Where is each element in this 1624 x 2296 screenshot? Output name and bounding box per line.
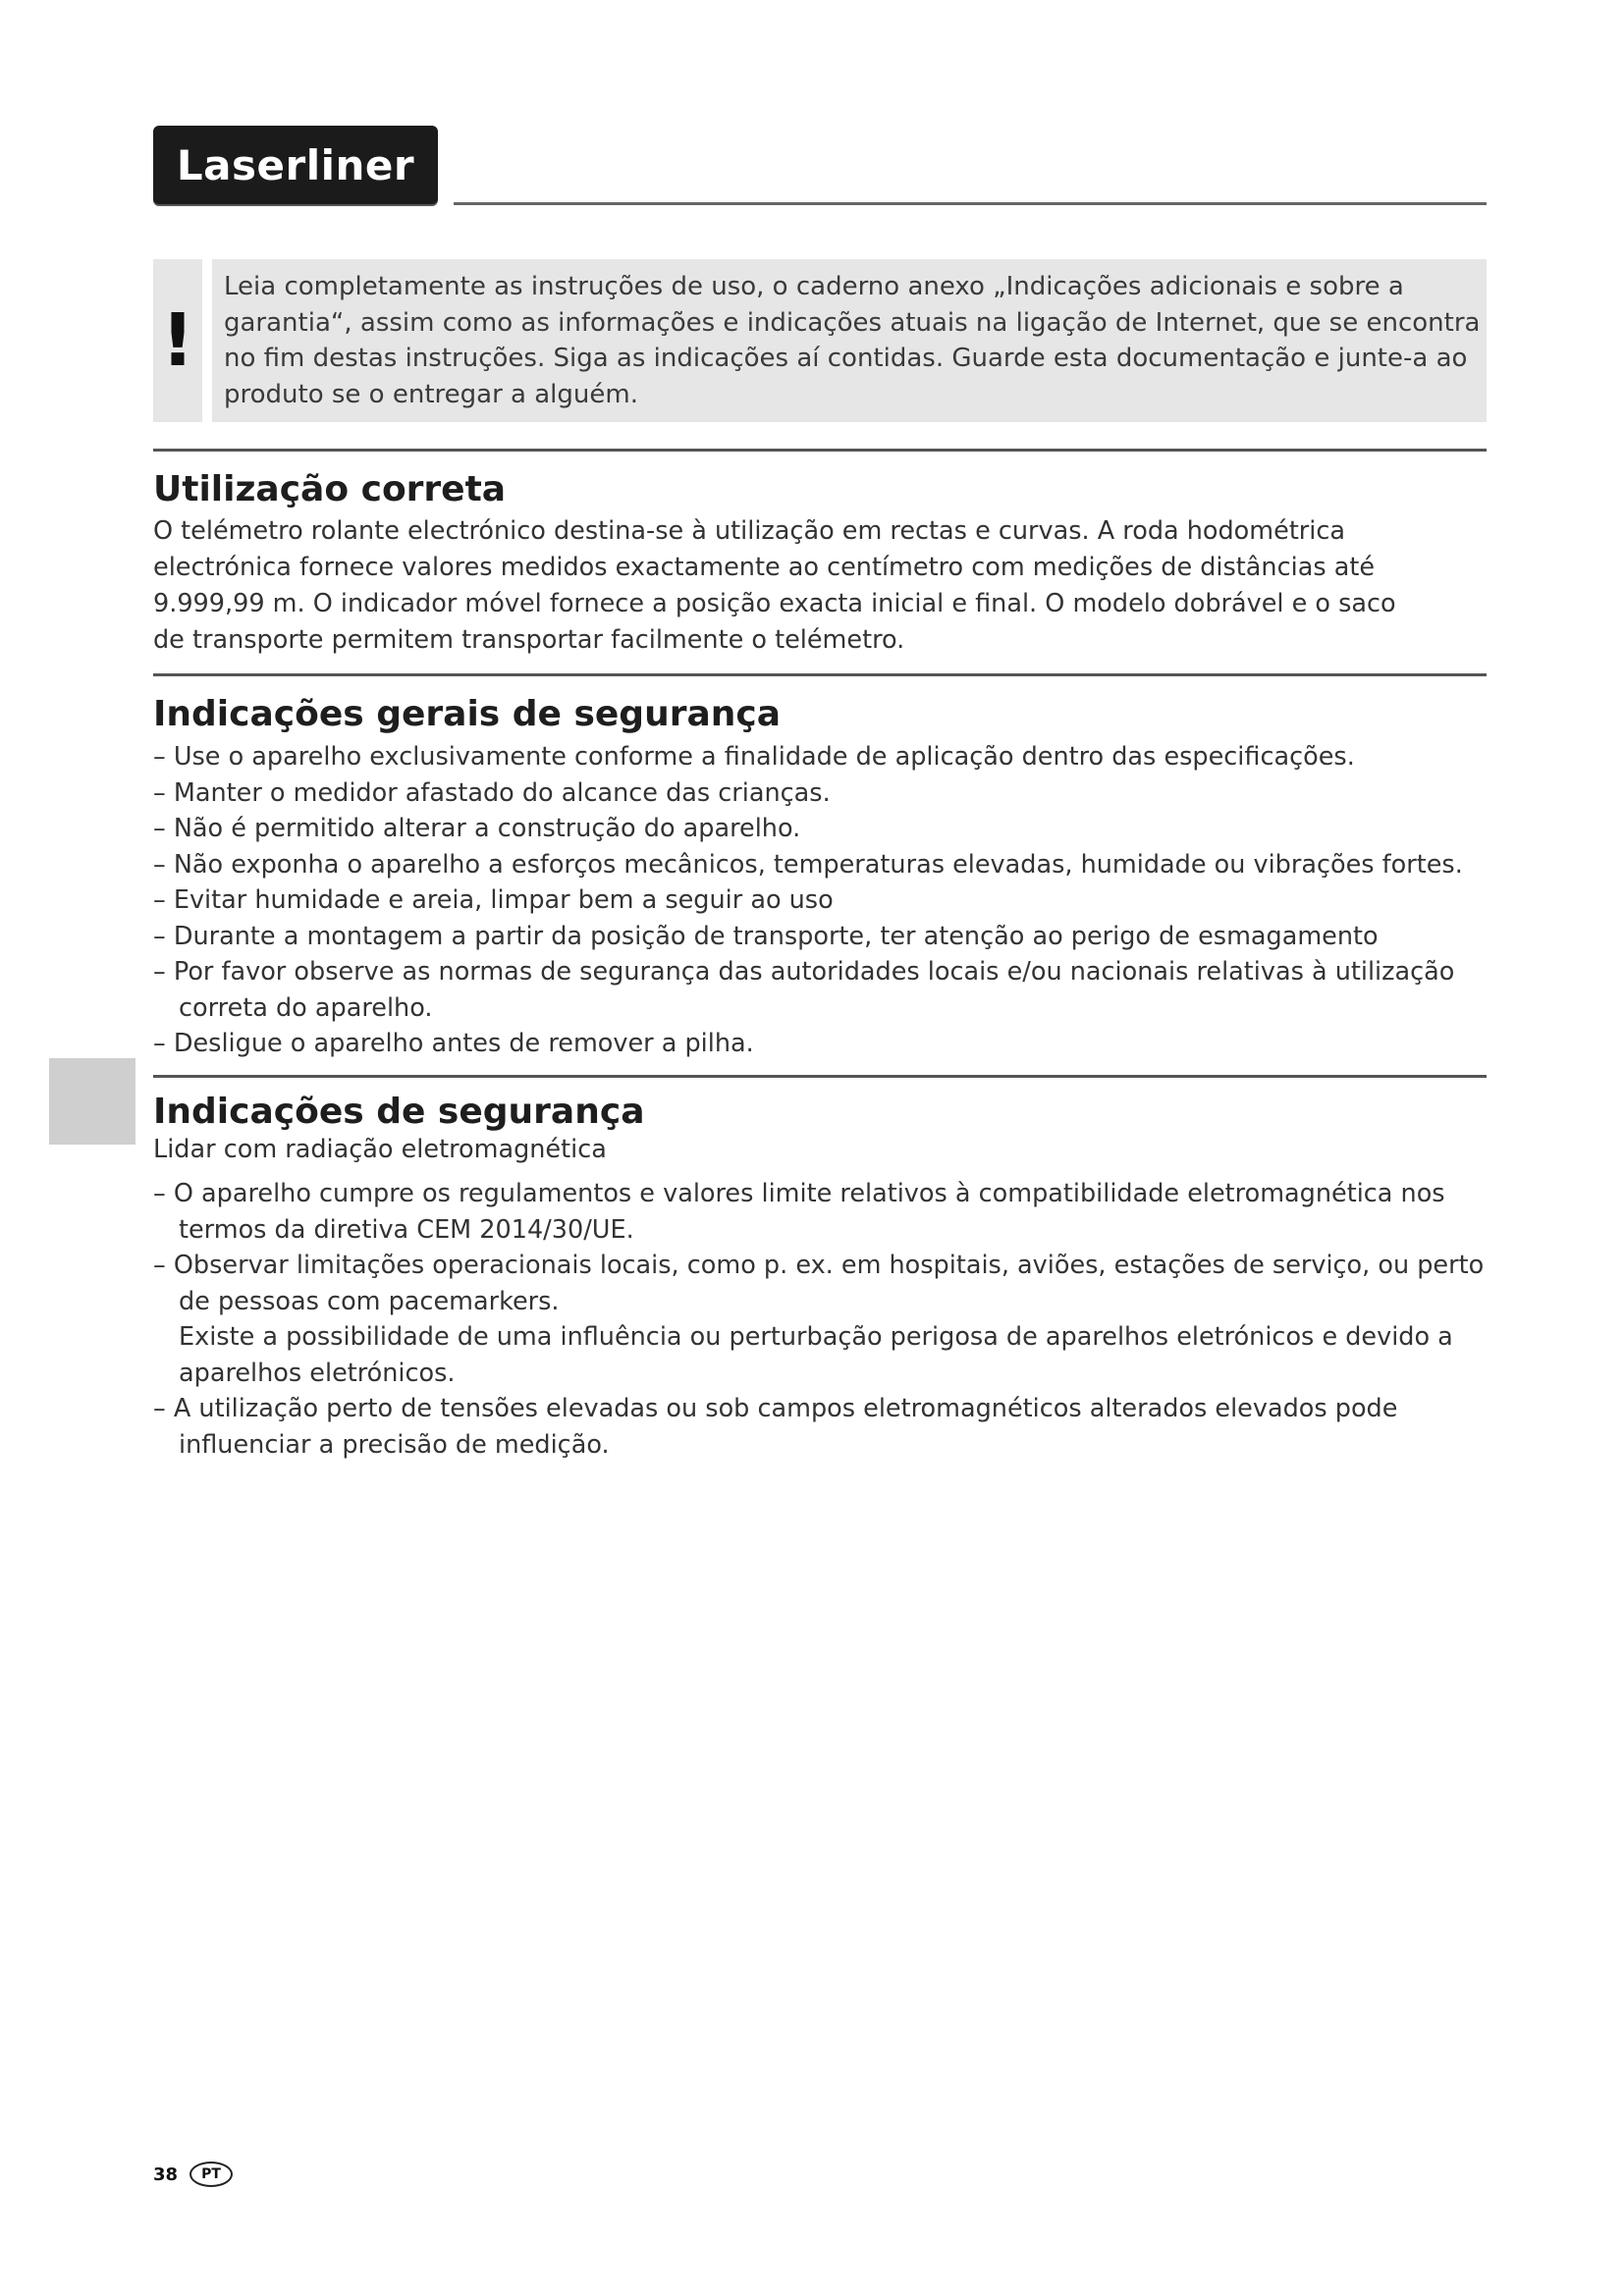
list-item: – Desligue o aparelho antes de remover a pilha. [153,1029,754,1058]
section-divider [153,673,1487,676]
body-line: de transporte permitem transportar facilmente o telémetro. [153,625,905,655]
list-item: – Não é permitido alterar a construção do aparelho. [153,814,801,843]
list-item: – Por favor observe as normas de segurança das autoridades locais e/ou nacionais relativas à utilização [153,957,1455,987]
page-footer [153,2162,233,2187]
language-badge: PT [189,2162,233,2187]
list-item: – Use o aparelho exclusivamente conforme a finalidade de aplicação dentro das especificações. [153,742,1355,772]
section-body-utilizacao [153,513,1469,659]
chapter-tab [49,1058,135,1145]
safety-list-general [153,739,1487,1062]
section-title-gerais: Indicações gerais de segurança [153,694,782,734]
notice-line: produto se o entregar a alguém. [224,379,638,409]
list-item: – Manter o medidor afastado do alcance das crianças. [153,777,831,808]
safety-list-electromagnetic [153,1176,1487,1463]
header-rule [454,202,1487,205]
list-item-continuation: influenciar a precisão de medição. [179,1429,610,1460]
list-item-continuation: Existe a possibilidade de uma influência ou perturbação perigosa de aparelhos eletrónicos e devido a [179,1322,1453,1352]
list-item: – Durante a montagem a partir da posição de transporte, ter atenção ao perigo de esmagamento [153,921,1379,951]
laserliner-logo: Laserliner [153,126,438,204]
notice-line: Leia completamente as instruções de uso, o caderno anexo „Indicações adicionais e sobre a [224,272,1404,301]
page-number: 38 [153,2163,179,2185]
list-item: – Não exponha o aparelho a esforços mecânicos, temperaturas elevadas, humidade ou vibrações fortes. [153,849,1463,880]
list-item: – A utilização perto de tensões elevadas ou sob campos eletromagnéticos alterados elevados pode [153,1394,1398,1423]
list-item-continuation: correta do aparelho. [179,992,433,1023]
section-divider [153,1075,1487,1078]
notice-line: garantia“, assim como as informações e indicações atuais na ligação de Internet, que se encontra [224,307,1481,338]
notice-box [212,259,1487,422]
list-item: – O aparelho cumpre os regulamentos e valores limite relativos à compatibilidade eletromagnética nos [153,1179,1445,1208]
notice-line: no fim destas instruções. Siga as indicações aí contidas. Guarde esta documentação e junte-a ao [224,344,1468,373]
section-divider [153,449,1487,452]
list-item-continuation: termos da diretiva CEM 2014/30/UE. [179,1214,634,1245]
list-item: – Observar limitações operacionais locais, como p. ex. em hospitais, aviões, estações de serviço, ou perto [153,1251,1485,1280]
body-line: electrónica fornece valores medidos exactamente ao centímetro com medições de distâncias até [153,553,1376,582]
list-item-continuation: aparelhos eletrónicos. [179,1358,456,1388]
list-item-continuation: de pessoas com pacemarkers. [179,1286,560,1316]
warning-exclamation-icon: ! [153,259,202,422]
section-title-seguranca: Indicações de segurança [153,1092,645,1132]
section-title-utilizacao: Utilização correta [153,469,507,509]
body-line: 9.999,99 m. O indicador móvel fornece a posição exacta inicial e final. O modelo dobrável e o saco [153,589,1396,618]
body-line: O telémetro rolante electrónico destina-se à utilização em rectas e curvas. A roda hodométrica [153,516,1346,546]
section-subtitle: Lidar com radiação eletromagnética [153,1135,607,1164]
list-item: – Evitar humidade e areia, limpar bem a seguir ao uso [153,885,834,915]
